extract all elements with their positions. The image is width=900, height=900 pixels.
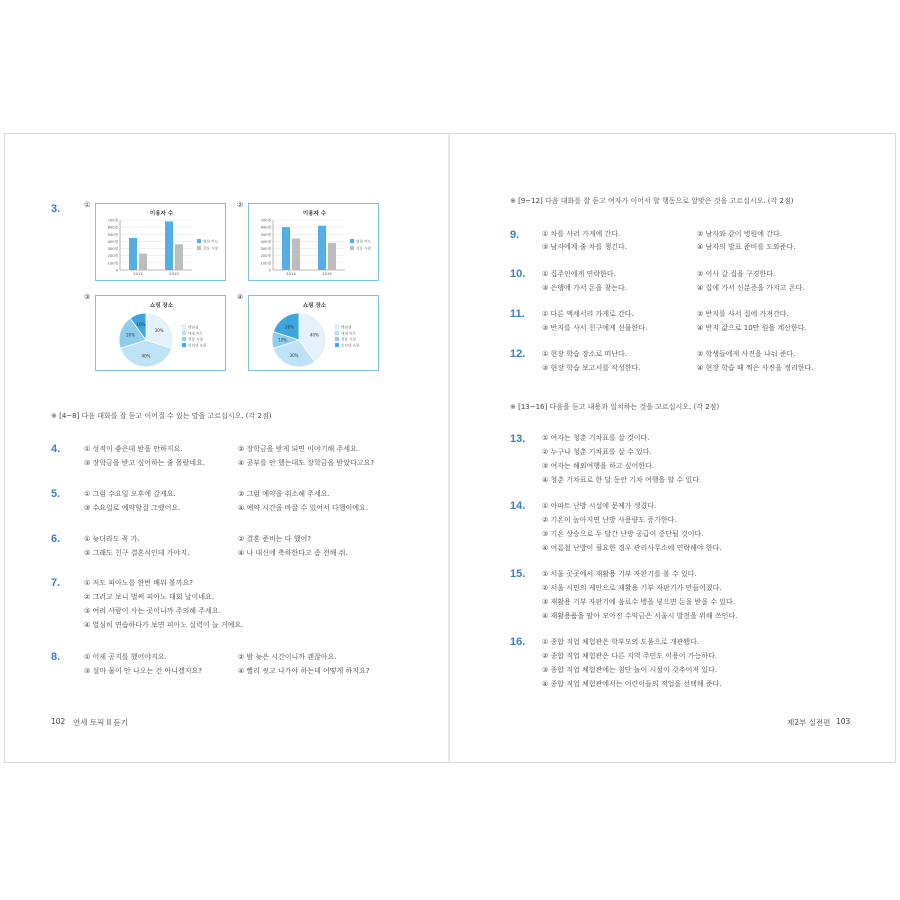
legend-label: 강동 시장 (356, 246, 372, 251)
q14-option-2[interactable]: ② 기온이 높아지면 난방 사용량도 증가한다. (542, 516, 677, 524)
pie-slice-label: 30% (289, 352, 299, 358)
q16-option-1[interactable]: ① 종합 직업 체험관은 학부모의 도움으로 개관됐다. (542, 638, 700, 646)
q10-option-1[interactable]: ① 집주인에게 연락한다. (542, 270, 616, 278)
q16-option-4[interactable]: ④ 종합 직업 체험관에서는 어린이들의 적업을 선택해 준다. (542, 680, 722, 688)
q15-option-3[interactable]: ③ 재활용 기부 자판기에 음료수 병을 넣으면 돈을 받을 수 있다. (542, 598, 736, 606)
instruction-4-8: ※ [4~8] 다음 대화를 잘 듣고 이어질 수 있는 말을 고르십시오. (각 2점) (51, 412, 272, 420)
question-number-10: 10. (510, 268, 526, 280)
bar-chart-1-svg (96, 204, 227, 282)
q8-option-1[interactable]: ① 어제 공지를 했어야지요. (84, 653, 167, 661)
q12-option-1[interactable]: ① 현장 학습 장소로 떠난다. (542, 350, 628, 358)
q12-option-4[interactable]: ④ 현장 학습 때 찍은 사진을 정리한다. (697, 364, 814, 372)
question-number-12: 12. (510, 348, 526, 360)
q11-option-3[interactable]: ③ 반지를 사서 친구에게 선물한다. (542, 324, 648, 332)
bar (328, 243, 336, 270)
question-number-16: 16. (510, 636, 526, 648)
legend-label: 백화점 (188, 325, 199, 330)
q14-option-1[interactable]: ① 아파트 난방 시설에 문제가 생겼다. (542, 502, 657, 510)
pie-chart-3-svg (96, 296, 227, 372)
bar (165, 221, 173, 270)
question-number-9: 9. (510, 229, 520, 241)
question-number-3: 3. (51, 203, 61, 215)
y-tick-label: 300명 (107, 247, 118, 252)
bar (318, 226, 326, 270)
q9-option-4[interactable]: ④ 남자의 발표 준비를 도와준다. (697, 243, 796, 251)
question-number-7: 7. (51, 577, 61, 589)
legend-swatch (182, 343, 186, 347)
q15-option-1[interactable]: ① 서울 곳곳에서 재활용 기부 자판기를 볼 수 있다. (542, 570, 697, 578)
pie-slice-label: 20% (285, 324, 294, 330)
pie-chart-4-svg (249, 296, 380, 372)
y-tick-label: 0 (268, 268, 271, 273)
q13-option-3[interactable]: ③ 여자는 해외여행을 하고 싶어한다. (542, 462, 655, 470)
bar-chart-option-1 (95, 203, 226, 281)
q5-option-4[interactable]: ④ 예약 시간을 바꿀 수 있어서 다행이에요. (238, 504, 369, 512)
q16-option-2[interactable]: ② 종합 직업 체험관은 다른 지역 주민도 이용이 가능하다. (542, 652, 718, 660)
question-number-15: 15. (510, 568, 526, 580)
chart-option-4-number: ④ (237, 293, 244, 301)
y-tick-label: 0 (115, 268, 118, 273)
q12-option-2[interactable]: ② 학생들에게 사진을 나눠 준다. (697, 350, 796, 358)
q7-option-3[interactable]: ③ 여러 사람이 사는 곳이니까 주의해 주세요. (84, 607, 221, 615)
y-tick-label: 500명 (107, 232, 118, 237)
legend-swatch (182, 331, 186, 335)
chart-title: 쇼핑 장소 (302, 303, 327, 309)
bar (175, 244, 183, 270)
q7-option-4[interactable]: ④ 열심히 연습하다가 보면 피아노 실력이 늘 거예요. (84, 621, 244, 629)
chart-title: 이용자 수 (302, 211, 327, 217)
legend-label: 전통 시장 (188, 337, 204, 342)
y-tick-label: 600명 (107, 225, 118, 230)
legend-swatch (335, 343, 339, 347)
legend-label: 강동 시장 (203, 246, 219, 251)
question-number-6: 6. (51, 533, 61, 545)
instruction-9-12: ※ [9~12] 다음 대화를 잘 듣고 여자가 이어서 할 행동으로 알맞은 것을 고르십시오. (각 2점) (510, 197, 794, 205)
chart-option-3-number: ③ (84, 293, 91, 301)
bar (129, 238, 137, 270)
chart-option-1-number: ① (84, 201, 91, 209)
q11-option-1[interactable]: ① 다른 액세서리 가게로 간다. (542, 310, 634, 318)
y-tick-label: 700명 (107, 218, 118, 223)
legend-label: 대형 마트 (188, 331, 204, 336)
bar (139, 254, 147, 270)
q6-option-1[interactable]: ① 늦더라도 꼭 가. (84, 535, 140, 543)
q14-option-4[interactable]: ④ 여름철 난방이 필요한 경우 관리사무소에 연락해야 한다. (542, 544, 722, 552)
q10-option-3[interactable]: ③ 은행에 가서 돈을 찾는다. (542, 284, 628, 292)
bar (282, 227, 290, 270)
q6-option-2[interactable]: ② 결혼 준비는 다 했어? (238, 535, 311, 543)
pie-slice-label: 40% (141, 353, 151, 359)
bar (292, 239, 300, 270)
q15-option-2[interactable]: ② 서울 시민의 제안으로 재활용 기부 자판기가 만들어졌다. (542, 584, 722, 592)
legend-swatch (350, 246, 354, 250)
q4-option-3[interactable]: ③ 장학금을 받고 싶어하는 줄 몰랐네요. (84, 459, 206, 467)
x-tick-label: 2014 (286, 271, 296, 276)
q14-option-3[interactable]: ③ 기온 상승으로 두 달간 난방 공급이 중단될 것이다. (542, 530, 704, 538)
q16-option-3[interactable]: ③ 종합 직업 체험관에는 첨단 놀이 시설이 갖추어져 있다. (542, 666, 718, 674)
legend-label: 인터넷 쇼핑 (341, 343, 360, 348)
y-tick-label: 100명 (107, 261, 118, 266)
bar-chart-option-2 (248, 203, 379, 281)
q6-option-4[interactable]: ④ 나 대신에 축하한다고 좀 전해 줘. (238, 549, 348, 557)
q10-option-2[interactable]: ② 이사 갈 집을 구경한다. (697, 270, 776, 278)
legend-label: 인터넷 쇼핑 (188, 343, 207, 348)
left-page-number: 102 (51, 717, 66, 726)
q15-option-4[interactable]: ④ 재활용품을 팔아 모아진 수익금은 서울시 발전을 위해 쓰인다. (542, 612, 738, 620)
q5-option-2[interactable]: ② 그럼 예약을 취소해 주세요. (238, 490, 330, 498)
y-tick-label: 200명 (260, 254, 271, 259)
x-tick-label: 2015 (322, 271, 332, 276)
q13-option-4[interactable]: ④ 청춘 기차표로 한 달 동안 기차 여행을 할 수 있다. (542, 476, 702, 484)
legend-swatch (197, 246, 201, 250)
q12-option-3[interactable]: ③ 현장 학습 보고서를 작성한다. (542, 364, 641, 372)
legend-swatch (335, 325, 339, 329)
y-tick-label: 600명 (260, 225, 271, 230)
legend-swatch (335, 331, 339, 335)
chart-title: 이용자 수 (149, 211, 174, 217)
q5-option-3[interactable]: ③ 수요일로 예약할걸 그랬어요. (84, 504, 181, 512)
question-number-8: 8. (51, 651, 61, 663)
q9-option-3[interactable]: ③ 남자에게 줄 차를 챙긴다. (542, 243, 628, 251)
y-tick-label: 500명 (260, 232, 271, 237)
question-number-5: 5. (51, 488, 61, 500)
right-page-section-title: 제2부 실전편 (787, 718, 831, 727)
legend-swatch (350, 239, 354, 243)
legend-swatch (335, 337, 339, 341)
y-tick-label: 200명 (107, 254, 118, 259)
bar-chart-2-svg (249, 204, 380, 282)
question-number-13: 13. (510, 433, 526, 445)
pie-chart-option-4 (248, 295, 379, 371)
y-tick-label: 700명 (260, 218, 271, 223)
q5-option-1[interactable]: ① 그럼 수요일 오후에 갈게요. (84, 490, 176, 498)
legend-label: 백화점 (341, 325, 352, 330)
chart-title: 쇼핑 장소 (149, 303, 174, 309)
q4-option-4[interactable]: ④ 공부를 안 했는데도 장학금을 받았다고요? (238, 459, 375, 467)
q9-option-2[interactable]: ② 남자와 같이 병원에 간다. (697, 230, 783, 238)
q4-option-2[interactable]: ② 장학금을 받게 되면 이야기해 주세요. (238, 445, 360, 453)
q6-option-3[interactable]: ③ 그래도 친구 결혼식인데 가야지. (84, 549, 190, 557)
q9-option-1[interactable]: ① 차를 사러 가게에 간다. (542, 230, 621, 238)
q7-option-2[interactable]: ② 그러고 보니 벌써 피아노 대회 날이네요. (84, 593, 215, 601)
q8-option-4[interactable]: ④ 빨리 씻고 나가야 하는데 어떻게 하지요? (238, 667, 370, 675)
question-number-14: 14. (510, 500, 526, 512)
y-tick-label: 400명 (260, 239, 271, 244)
y-tick-label: 400명 (107, 239, 118, 244)
right-page-number: 103 (836, 717, 851, 726)
pie-slice-label: 40% (309, 332, 319, 338)
pie-slice-label: 30% (154, 327, 164, 333)
q10-option-4[interactable]: ④ 집에 가서 신분증을 가지고 온다. (697, 284, 805, 292)
left-page-book-title: 연세 토픽 II 듣기 (73, 718, 129, 727)
q13-option-1[interactable]: ① 여자는 청춘 기차표를 살 것이다. (542, 434, 650, 442)
legend-label: 영화 이도 (356, 239, 372, 244)
q8-option-3[interactable]: ③ 설마 물이 안 나오는 건 아니겠지요? (84, 667, 203, 675)
y-tick-label: 300명 (260, 247, 271, 252)
q7-option-1[interactable]: ① 저도 피아노를 한번 배워 볼까요? (84, 579, 194, 587)
x-tick-label: 2014 (133, 271, 143, 276)
pie-chart-option-3 (95, 295, 226, 371)
question-number-4: 4. (51, 443, 61, 455)
instruction-13-16: ※ [13~16] 다음을 듣고 내용과 일치하는 것을 고르십시오. (각 2점) (510, 403, 720, 411)
q8-option-2[interactable]: ② 밤 늦은 시간이니까 괜찮아요. (238, 653, 337, 661)
q11-option-2[interactable]: ② 반지를 사서 집에 가져간다. (697, 310, 789, 318)
chart-option-2-number: ② (237, 201, 244, 209)
pie-slice-label: 10% (136, 322, 146, 328)
pie-slice-label: 10% (278, 337, 288, 343)
x-tick-label: 2015 (169, 271, 179, 276)
legend-label: 대형 마트 (341, 331, 357, 336)
legend-label: 전통 시장 (341, 337, 357, 342)
q13-option-2[interactable]: ② 누구나 청춘 기차표를 살 수 있다. (542, 448, 652, 456)
q4-option-1[interactable]: ① 성적이 좋은데 받을 만하지요. (84, 445, 183, 453)
question-number-11: 11. (510, 308, 525, 320)
pie-slice-label: 20% (126, 332, 136, 338)
legend-swatch (182, 325, 186, 329)
q11-option-4[interactable]: ④ 반지 값으로 10만 원을 계산한다. (697, 324, 807, 332)
legend-swatch (182, 337, 186, 341)
legend-label: 영화 이도 (203, 239, 219, 244)
y-tick-label: 100명 (260, 261, 271, 266)
legend-swatch (197, 239, 201, 243)
